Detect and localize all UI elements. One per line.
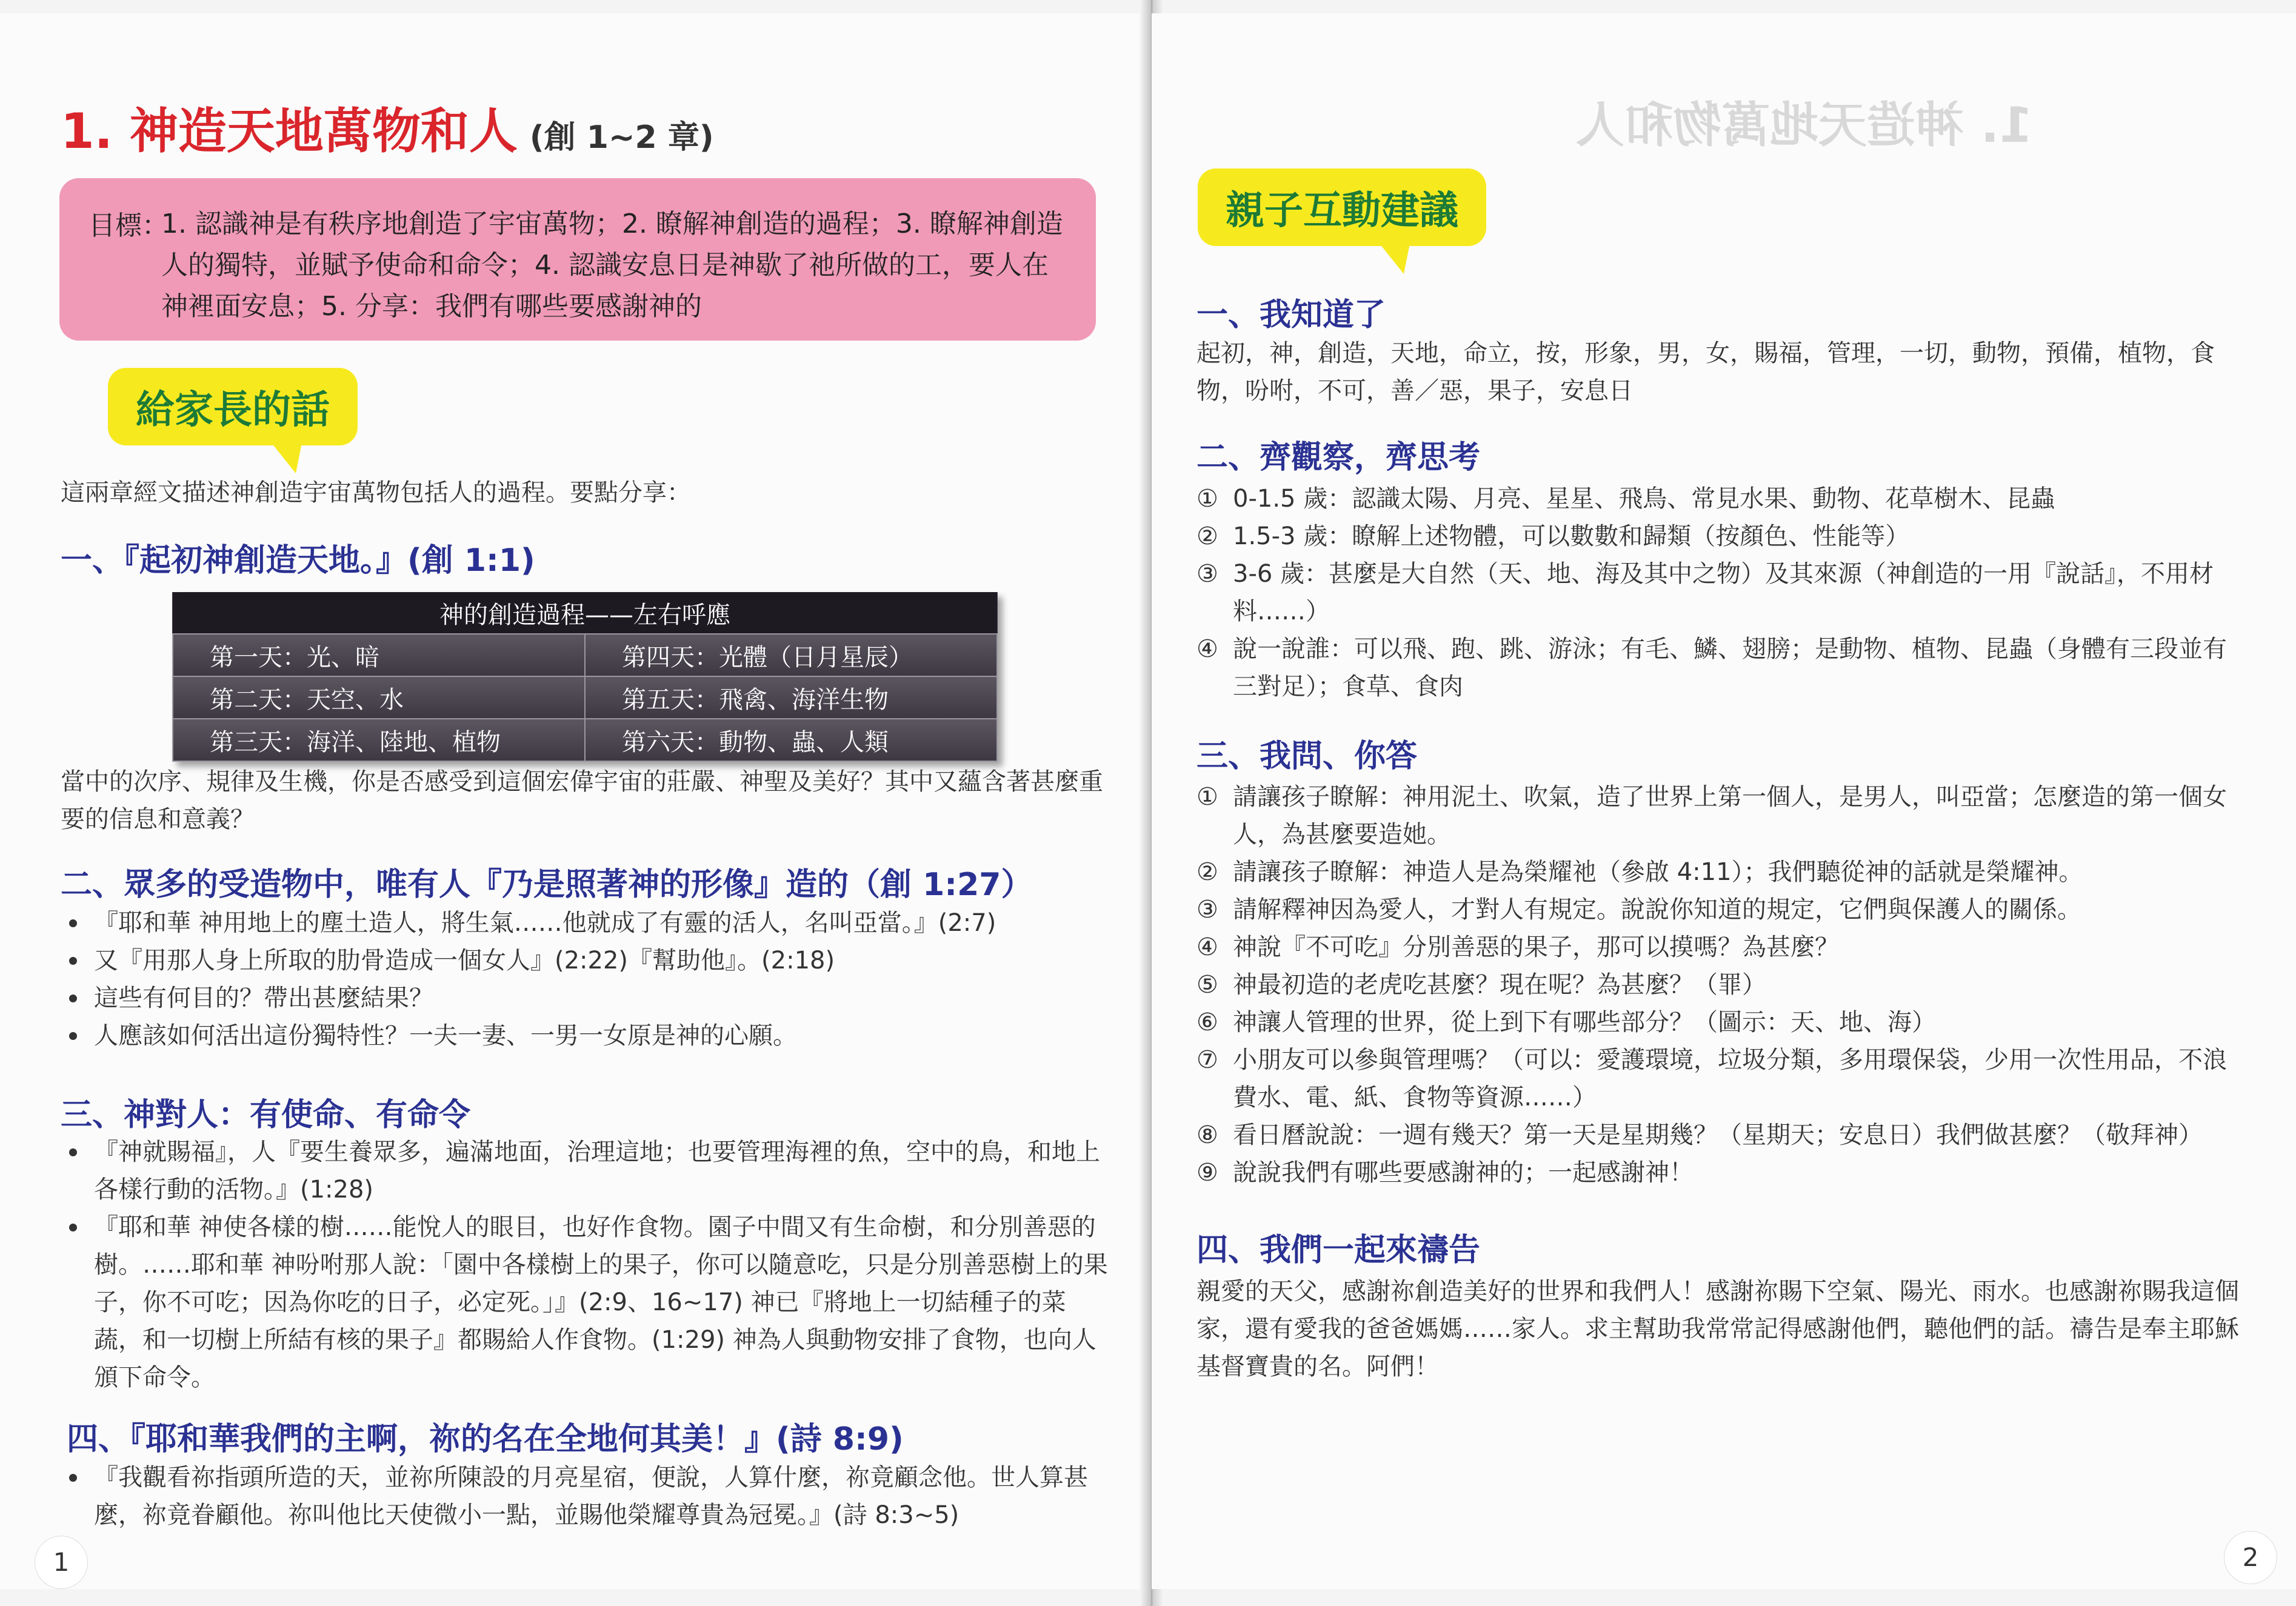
table-cell: 第六天：動物、蟲、人類 [585, 719, 997, 761]
list-item: 這些有何目的？帶出甚麼結果？ [61, 979, 1109, 1017]
list-item: 『耶和華 神使各樣的樹……能悅人的眼目，也好作食物。園子中間又有生命樹，和分別善惡的樹。……耶和華 神吩咐那人說：「園中各樣樹上的果子，你可以隨意吃，只是分別善惡樹上的果子，你不可吃；因為你吃的日子，必定死。」』(2:9、16~17) 神已『將地上一切結種子的菜蔬，和一切樹上所結有核的果子』都賜給人作食物。(1:29) 神為人與動物安排了食物，也向人頒下命令。 [61, 1208, 1109, 1396]
list-item: ② 1.5-3 歲：瞭解上述物體，可以數數和歸類（按顏色、性能等） [1196, 522, 1910, 550]
interaction-bubble [1198, 168, 1486, 246]
list-item: ① 請讓孩子瞭解：神用泥土、吹氣，造了世界上第一個人，是男人，叫亞當；怎麼造的第一個女人，為甚麼要造她。 [1196, 783, 2227, 848]
r-section-3-heading: 三、我問、你答 [1196, 738, 1418, 775]
table-cell: 第三天：海洋、陸地、植物 [173, 719, 585, 761]
list-item: ① 0-1.5 歲：認識太陽、月亮、星星、飛鳥、常見水果、動物、花草樹木、昆蟲 [1196, 485, 2055, 513]
list-item: ③ 請解釋神因為愛人，才對人有規定。說說你知道的規定，它們與保護人的關係。 [1196, 896, 2081, 924]
table-cell: 第一天：光、暗 [173, 634, 585, 676]
parents-bubble [108, 368, 358, 445]
table-cell: 第五天：飛禽、海洋生物 [585, 676, 997, 719]
table-cell: 第四天：光體（日月星辰） [585, 634, 997, 676]
list-item: ⑨ 說說我們有哪些要感謝神的；一起感謝神！ [1196, 1159, 1694, 1187]
section-4-heading: 四、『耶和華我們的主啊，祢的名在全地何其美！』(詩 8:9) [67, 1421, 904, 1458]
prayer-text: 親愛的天父，感謝祢創造美好的世界和我們人！感謝祢賜下空氣、陽光、雨水。也感謝祢賜我這個家，還有愛我的爸爸媽媽……家人。求主幫助我常常記得感謝他們，聽他們的話。禱告是奉主耶穌基督寶貴的名。阿們！ [1196, 1278, 2239, 1381]
parents-bubble-label: 給家長的話 [108, 368, 358, 445]
intro-text: 這兩章經文描述神創造宇宙萬物包括人的過程。要點分享： [61, 479, 691, 507]
goal-box [59, 178, 1096, 341]
list-item: ③ 3-6 歲：甚麼是大自然（天、地、海及其中之物）及其來源（神創造的一用『說話』，不用材料……） [1196, 560, 2214, 625]
section-2-heading: 二、眾多的受造物中，唯有人『乃是照著神的形像』造的（創 1:27） [61, 867, 1033, 903]
list-item: ⑧ 看日曆說說：一週有幾天？第一天是星期幾？（星期天；安息日）我們做甚麼？（敬拜神） [1196, 1121, 2203, 1149]
creation-table-header: 神的創造過程——左右呼應 [173, 592, 997, 634]
list-item: 『神就賜福』，人『要生養眾多，遍滿地面，治理這地；也要管理海裡的魚，空中的鳥，和地上各樣行動的活物。』(1:28) [61, 1133, 1109, 1208]
r-section-3-list [1196, 778, 2245, 1191]
list-item: ⑤ 神最初造的老虎吃甚麼？現在呢？為甚麼？（罪） [1196, 971, 1766, 999]
right-page [1152, 13, 2296, 1589]
lesson-title [61, 92, 714, 162]
goal-label: 目標： [88, 210, 169, 241]
r-section-1-text: 起初，神，創造，天地，命立，按，形象，男，女，賜福，管理，一切，動物，預備，植物，食物，吩咐，不可，善／惡，果子，安息日 [1196, 339, 2215, 405]
table-cell: 第二天：天空、水 [173, 676, 585, 719]
page-number: 2 [2224, 1531, 2277, 1584]
bubble-tail-icon [272, 443, 302, 473]
lesson-title-text: 1. 神造天地萬物和人 [61, 103, 518, 159]
list-item: ⑥ 神讓人管理的世界，從上到下有哪些部分？（圖示：天、地、海） [1196, 1008, 1936, 1036]
section-4-list [61, 1459, 1109, 1534]
list-item: ⑦ 小朋友可以參與管理嗎？（可以：愛護環境，垃圾分類，多用環保袋，少用一次性用品，不浪費水、電、紙、食物等資源……） [1196, 1046, 2227, 1111]
list-item: 又『用那人身上所取的肋骨造成一個女人』(2:22)『幫助他』。(2:18) [61, 942, 1109, 979]
table-row [173, 719, 997, 761]
interaction-bubble-label: 親子互動建議 [1198, 168, 1486, 246]
creation-table [172, 592, 998, 762]
section-1-heading: 一、『起初神創造天地。』(創 1:1) [61, 542, 535, 579]
list-item: 人應該如何活出這份獨特性？一夫一妻、一男一女原是神的心願。 [61, 1017, 1109, 1055]
goal-text: 1. 認識神是有秩序地創造了宇宙萬物；2. 瞭解神創造的過程；3. 瞭解神創造人的獨特，並賦予使命和命令；4. 認識安息日是神歇了祂所做的工，要人在神裡面安息；5. 分享：我們有哪些要感謝神的 [161, 208, 1063, 322]
table-row [173, 676, 997, 719]
section-1-paragraph: 當中的次序、規律及生機，你是否感受到這個宏偉宇宙的莊嚴、神聖及美好？其中又蘊含著甚麼重要的信息和意義？ [61, 768, 1103, 833]
r-section-1-heading: 一、我知道了 [1196, 297, 1386, 333]
left-page [0, 13, 1146, 1589]
section-2-list [61, 904, 1109, 1055]
lesson-title-reference: (創 1~2 章) [529, 119, 714, 156]
table-row [173, 634, 997, 676]
list-item: 『我觀看祢指頭所造的天，並祢所陳設的月亮星宿，便說，人算什麼，祢竟顧念他。世人算甚麼，祢竟眷顧他。祢叫他比天使微小一點，並賜他榮耀尊貴為冠冕。』(詩 8:3~5) [61, 1459, 1109, 1534]
section-3-heading: 三、神對人：有使命、有命令 [61, 1097, 471, 1133]
r-section-2-heading: 二、齊觀察，齊思考 [1196, 439, 1481, 476]
list-item: ② 請讓孩子瞭解：神造人是為榮耀祂（參啟 4:11）；我們聽從神的話就是榮耀神。 [1196, 858, 2083, 886]
list-item: ④ 神說『不可吃』分別善惡的果子，那可以摸嗎？為甚麼？ [1196, 933, 1839, 961]
list-item: ④ 說一說誰：可以飛、跑、跳、游泳；有毛、鱗、翅膀；是動物、植物、昆蟲（身體有三段並有三對足）；食草、食肉 [1196, 635, 2227, 701]
bleed-through-text: 1. 神造天地萬物和人 [1576, 97, 2033, 153]
list-item: 『耶和華 神用地上的塵土造人，將生氣……他就成了有靈的活人，名叫亞當。』(2:7) [61, 904, 1109, 942]
page-number: 1 [35, 1536, 87, 1588]
bubble-tail-icon [1380, 244, 1410, 274]
r-section-4-heading: 四、我們一起來禱告 [1196, 1232, 1481, 1268]
r-section-2-list [1196, 480, 2245, 705]
section-3-list [61, 1133, 1109, 1396]
